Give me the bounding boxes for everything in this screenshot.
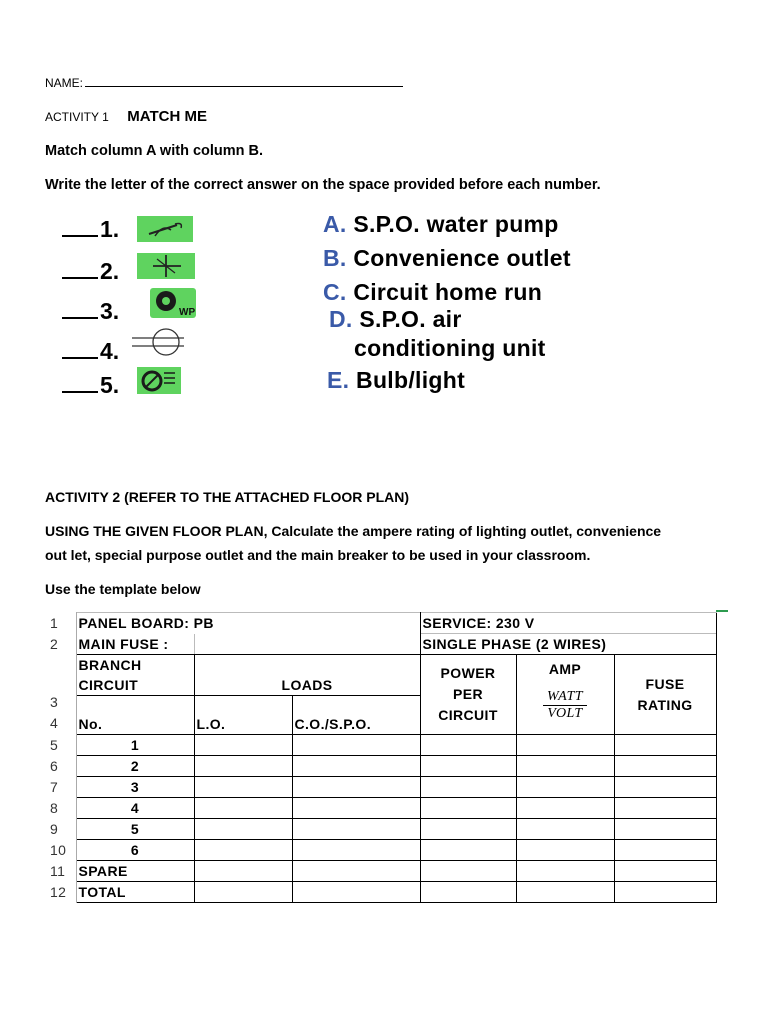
lo-cell[interactable]: [194, 819, 292, 840]
co-spo-header: C.O./S.P.O.: [292, 696, 420, 735]
row-number: 11: [44, 861, 76, 882]
fan-symbol-icon: [137, 216, 193, 242]
co-spo-cell[interactable]: [292, 777, 420, 798]
template-note: Use the template below: [45, 581, 201, 597]
main-fuse-value-cell[interactable]: [194, 634, 420, 655]
activity1-instruction1: Match column A with column B.: [45, 143, 264, 159]
row-number: 1: [44, 613, 76, 634]
lo-cell[interactable]: [194, 756, 292, 777]
table-row: [44, 655, 728, 696]
match-item-1: 1.: [62, 216, 119, 243]
lo-cell[interactable]: [194, 882, 292, 903]
lo-cell[interactable]: [194, 798, 292, 819]
fuse-rating-cell[interactable]: [614, 735, 716, 756]
match-item-2: 2.: [62, 258, 119, 285]
co-spo-cell[interactable]: [292, 798, 420, 819]
table-row: [44, 756, 728, 777]
row-number: 4: [50, 714, 59, 731]
circuit-no-cell[interactable]: 1: [76, 735, 194, 756]
table-row: [44, 819, 728, 840]
power-cell[interactable]: [420, 819, 516, 840]
branch-circuit-header: BRANCH CIRCUIT: [76, 655, 194, 696]
circuit-no-cell[interactable]: 3: [76, 777, 194, 798]
row-number: 12: [44, 882, 76, 903]
co-spo-cell[interactable]: [292, 861, 420, 882]
row-number: 2: [44, 634, 76, 655]
match-item-4: 4.: [62, 338, 119, 365]
fuse-rating-cell[interactable]: [614, 882, 716, 903]
amp-cell[interactable]: [516, 777, 614, 798]
circle-bar-symbol-icon: [128, 327, 188, 357]
circuit-no-cell[interactable]: 5: [76, 819, 194, 840]
circuit-no-cell[interactable]: 4: [76, 798, 194, 819]
activity1-title: MATCH ME: [127, 108, 207, 125]
table-row: [44, 777, 728, 798]
table-row: [44, 861, 728, 882]
ac-outlet-symbol-icon: [137, 367, 181, 394]
answer-blank-2[interactable]: [62, 259, 98, 279]
amp-cell[interactable]: [516, 840, 614, 861]
lo-header: L.O.: [194, 696, 292, 735]
main-fuse-cell[interactable]: MAIN FUSE :: [76, 634, 194, 655]
power-cell[interactable]: [420, 777, 516, 798]
circuit-no-cell[interactable]: 2: [76, 756, 194, 777]
row-number: 10: [44, 840, 76, 861]
single-phase-cell[interactable]: SINGLE PHASE (2 WIRES): [420, 634, 716, 655]
amp-cell[interactable]: [516, 798, 614, 819]
name-blank-line[interactable]: [85, 76, 403, 87]
total-label-cell[interactable]: TOTAL: [76, 882, 194, 903]
choice-c: C. Circuit home run: [323, 279, 543, 305]
fuse-rating-header: FUSE RATING: [614, 655, 716, 735]
circuit-no-cell[interactable]: 6: [76, 840, 194, 861]
activity2-instruction-line2: out let, special purpose outlet and the main breaker to be used in your classroom.: [45, 547, 591, 563]
name-label: NAME:: [45, 76, 84, 90]
choice-d-continued: conditioning unit: [354, 335, 546, 361]
choice-a: A. S.P.O. water pump: [323, 211, 559, 237]
co-spo-cell[interactable]: [292, 882, 420, 903]
fuse-rating-cell[interactable]: [614, 798, 716, 819]
fuse-rating-cell[interactable]: [614, 840, 716, 861]
lo-cell[interactable]: [194, 840, 292, 861]
table-row: [44, 735, 728, 756]
fuse-rating-cell[interactable]: [614, 756, 716, 777]
co-spo-cell[interactable]: [292, 735, 420, 756]
service-cell[interactable]: SERVICE: 230 V: [420, 613, 716, 634]
row-number: 9: [44, 819, 76, 840]
table-row: [44, 840, 728, 861]
power-cell[interactable]: [420, 840, 516, 861]
table-row: [44, 634, 728, 655]
crossed-outlet-symbol-icon: [137, 253, 195, 279]
power-per-circuit-header: POWER PER CIRCUIT: [420, 655, 516, 735]
activity1-heading: [45, 108, 207, 126]
row-number: 3: [50, 693, 59, 710]
amp-cell[interactable]: [516, 756, 614, 777]
panel-schedule-template: [44, 612, 728, 903]
choice-e: E. Bulb/light: [327, 367, 466, 393]
co-spo-cell[interactable]: [292, 819, 420, 840]
table-row: [44, 798, 728, 819]
fuse-rating-cell[interactable]: [614, 861, 716, 882]
no-header: No.: [76, 696, 194, 735]
answer-blank-4[interactable]: [62, 339, 98, 359]
choice-d: D. S.P.O. air: [329, 306, 462, 332]
answer-blank-3[interactable]: [62, 299, 98, 319]
lo-cell[interactable]: [194, 735, 292, 756]
table-row: [44, 882, 728, 903]
loads-header: LOADS: [194, 655, 420, 696]
amp-cell[interactable]: [516, 735, 614, 756]
power-cell[interactable]: [420, 798, 516, 819]
activity2-title: ACTIVITY 2 (REFER TO THE ATTACHED FLOOR PLAN): [45, 489, 409, 505]
watt-over-volt-formula: WATT VOLT: [519, 689, 612, 722]
wp-outlet-symbol-icon: [150, 288, 196, 318]
row-number: 5: [44, 735, 76, 756]
wp-symbol-text: WP: [179, 307, 196, 318]
amp-cell[interactable]: [516, 861, 614, 882]
amp-header: AMP WATT VOLT: [516, 655, 614, 735]
answer-blank-5[interactable]: [62, 373, 98, 393]
panel-schedule-table: [44, 612, 728, 903]
power-cell[interactable]: [420, 756, 516, 777]
power-cell[interactable]: [420, 735, 516, 756]
amp-cell[interactable]: [516, 882, 614, 903]
match-item-5: 5.: [62, 372, 119, 399]
choice-b: B. Convenience outlet: [323, 245, 571, 271]
answer-blank-1[interactable]: [62, 217, 98, 237]
activity1-label: ACTIVITY 1: [45, 110, 109, 124]
lo-cell[interactable]: [194, 777, 292, 798]
row-number: 8: [44, 798, 76, 819]
lo-cell[interactable]: [194, 861, 292, 882]
activity2-instruction-line1: USING THE GIVEN FLOOR PLAN, Calculate the ampere rating of lighting outlet, convenience: [45, 523, 662, 539]
table-row: [44, 613, 728, 634]
co-spo-cell[interactable]: [292, 840, 420, 861]
amp-cell[interactable]: [516, 819, 614, 840]
spare-label-cell[interactable]: SPARE: [76, 861, 194, 882]
activity1-instruction2: Write the letter of the correct answer on the space provided before each number.: [45, 177, 601, 193]
name-field[interactable]: [45, 76, 403, 90]
fuse-rating-cell[interactable]: [614, 777, 716, 798]
co-spo-cell[interactable]: [292, 756, 420, 777]
match-item-3: 3.: [62, 298, 119, 325]
fuse-rating-cell[interactable]: [614, 819, 716, 840]
row-number: 7: [44, 777, 76, 798]
power-cell[interactable]: [420, 861, 516, 882]
power-cell[interactable]: [420, 882, 516, 903]
row-number: 6: [44, 756, 76, 777]
panel-board-cell[interactable]: PANEL BOARD: PB: [76, 613, 420, 634]
